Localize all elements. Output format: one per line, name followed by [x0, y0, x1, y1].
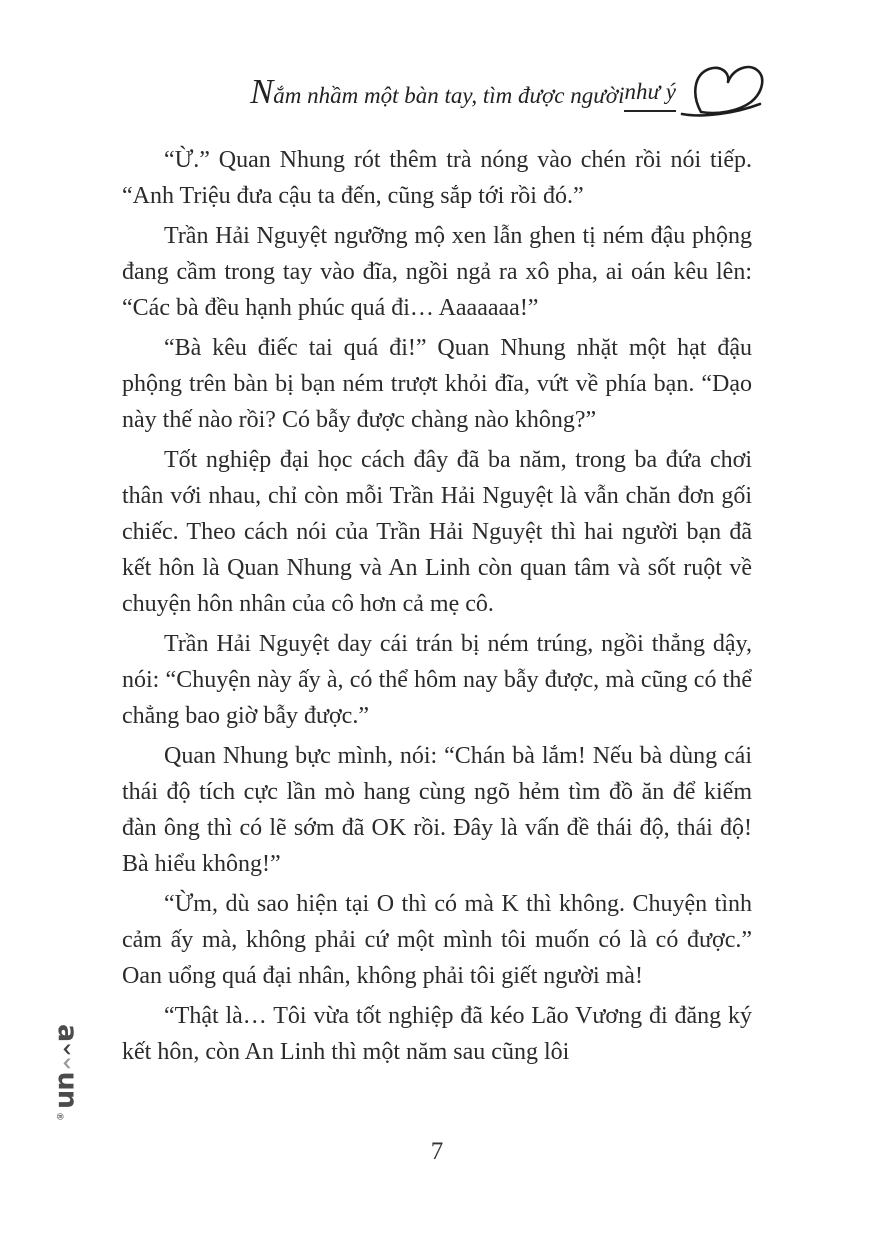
- header-title-underlined: như ý: [624, 79, 676, 112]
- logo-letters-un: un: [52, 1071, 84, 1108]
- header-title: Nắm nhầm một bàn tay, tìm được người: [250, 73, 625, 111]
- body-text: [122, 142, 752, 1074]
- registered-trademark-icon: ®: [54, 1112, 64, 1120]
- paragraph: Trần Hải Nguyệt day cái trán bị ném trúng, ngồi thẳng dậy, nói: “Chuyện này ấy à, có thể hôm nay bẫy được, mà cũng có thể chẳng bao giờ bẫy được.”: [122, 631, 752, 729]
- heart-sketch-icon: [680, 58, 764, 120]
- paragraph: “Thật là… Tôi vừa tốt nghiệp đã kéo Lão Vương đi đăng ký kết hôn, còn An Linh thì một năm sau cũng lôi: [122, 1003, 752, 1065]
- paragraph: “Ừ.” Quan Nhung rót thêm trà nóng vào chén rồi nói tiếp. “Anh Triệu đưa cậu ta đến, cũng sắp tới rồi đó.”: [122, 147, 752, 209]
- paragraph: Quan Nhung bực mình, nói: “Chán bà lắm! Nếu bà dùng cái thái độ tích cực lần mò hang cùng ngõ hẻm tìm đồ ăn để kiếm đàn ông thì có lẽ sớm đã OK rồi. Đây là vấn đề thái độ, thái độ! Bà hiểu không!”: [122, 743, 752, 877]
- logo-letter-a: a: [52, 1024, 84, 1042]
- publisher-logo: [54, 1024, 82, 1120]
- paragraph: “Bà kêu điếc tai quá đi!” Quan Nhung nhặt một hạt đậu phộng trên bàn bị bạn ném trượt khỏi đĩa, vứt về phía bạn. “Dạo này thế nào rồi? Có bẫy được chàng nào không?”: [122, 335, 752, 433]
- paragraph: Tốt nghiệp đại học cách đây đã ba năm, trong ba đứa chơi thân với nhau, chỉ còn mỗi Trần Hải Nguyệt là vẫn chăn đơn gối chiếc. Theo cách nói của Trần Hải Nguyệt thì hai người bạn đã kết hôn là Quan Nhung và An Linh còn quan tâm và sốt ruột về chuyện hôn nhân của cô hơn cả mẹ cô.: [122, 447, 752, 617]
- chevron-down-icon: [59, 1044, 75, 1055]
- paragraph: “Ừm, dù sao hiện tại O thì có mà K thì không. Chuyện tình cảm ấy mà, không phải cứ một mình tôi muốn có là có được.” Oan uổng quá đại nhân, không phải tôi giết người mà!: [122, 891, 752, 989]
- paragraph: Trần Hải Nguyệt ngưỡng mộ xen lẫn ghen tị ném đậu phộng đang cầm trong tay vào đĩa, ngồi ngả ra xô pha, ai oán kêu lên: “Các bà đều hạnh phúc quá đi… Aaaaaaa!”: [122, 223, 752, 321]
- chevron-down-icon: [59, 1058, 75, 1069]
- page-number: 7: [430, 1138, 444, 1165]
- running-header: [250, 58, 764, 112]
